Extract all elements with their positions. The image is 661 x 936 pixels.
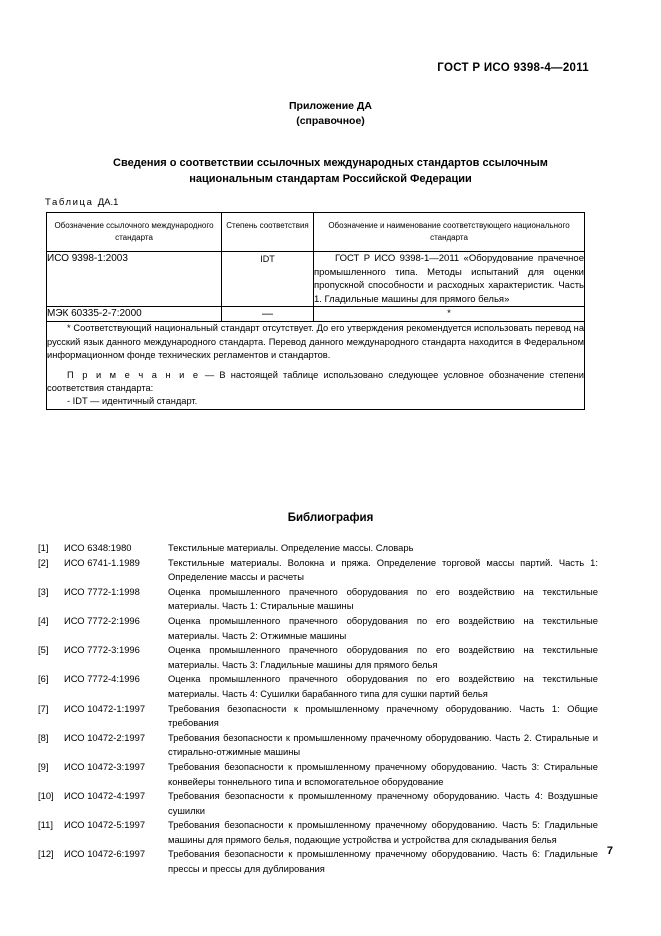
cell-degree: IDT — [222, 252, 314, 307]
list-item — [38, 760, 623, 789]
document-header-standard-code: ГОСТ Р ИСО 9398-4—2011 — [437, 62, 589, 74]
bibliography-entry-number: [9] — [38, 760, 49, 772]
bibliography-entry-number: [6] — [38, 673, 49, 685]
bibliography-list — [38, 541, 623, 877]
column-header-degree-of-correspondence: Степень соответствия — [222, 213, 314, 252]
list-item — [38, 731, 623, 760]
section-heading — [60, 155, 601, 187]
table-notes-row — [47, 322, 585, 409]
bibliography-entry-text: Требования безопасности к промышленному прачечному оборудованию. Часть 3: Стиральные конвейеры тоннельного типа и вспомогательное оборудование — [168, 760, 598, 787]
correspondence-table — [46, 212, 585, 410]
bibliography-entry-number: [10] — [38, 790, 54, 802]
column-header-reference-standard: Обозначение ссылочного международного стандарта — [47, 213, 222, 252]
bibliography-entry-text: Требования безопасности к промышленному прачечному оборудованию. Часть 5: Гладильные машины для прямого белья, подающие устройства и устройства для складывания белья — [168, 819, 598, 845]
bibliography-entry-text: Требования безопасности к промышленному прачечному оборудованию. Часть 6: Гладильные прессы и прессы для дублирования — [168, 848, 598, 875]
cell-degree: — — [222, 307, 314, 322]
bibliography-entry-reference: ИСО 7772-3:1996 — [64, 644, 140, 656]
section-heading-line-2: национальным стандартам Российской Федерации — [189, 173, 472, 185]
table-notes-cell — [47, 322, 585, 409]
table-header — [47, 213, 585, 252]
list-item — [38, 614, 623, 643]
table-caption-number: ДА.1 — [97, 197, 119, 208]
bibliography-entry-reference: ИСО 6348:1980 — [64, 542, 132, 553]
table-header-row — [47, 213, 585, 252]
list-item — [38, 643, 623, 672]
list-item — [38, 541, 623, 556]
column-header-national-standard: Обозначение и наименование соответствующего национального стандарта — [314, 213, 585, 252]
bibliography-entry-text: Требования безопасности к промышленному прачечному оборудованию. Часть 4: Воздушные сушилки — [168, 790, 598, 816]
bibliography-entry-reference: ИСО 10472-3:1997 — [64, 760, 146, 772]
table-row — [47, 252, 585, 307]
bibliography-entry-reference: ИСО 10472-6:1997 — [64, 848, 146, 860]
annex-title: Приложение ДА — [289, 100, 372, 112]
bibliography-entry-text: Оценка промышленного прачечного оборудования по его воздействию на текстильные материалы. Часть 2: Отжимные машины — [168, 614, 598, 641]
bibliography-entry-text: Текстильные материалы. Волокна и пряжа. Определение торговой массы партий. Часть 1: Определение массы и расчеты — [168, 556, 598, 583]
table-note-label: П р и м е ч а н и е — [67, 369, 200, 380]
bibliography-entry-number: [2] — [38, 556, 49, 568]
bibliography-entry-reference: ИСО 10472-1:1997 — [64, 702, 146, 714]
list-item — [38, 585, 623, 614]
list-item — [38, 847, 623, 876]
cell-national-standard: * — [314, 307, 585, 322]
section-heading-line-1: Сведения о соответствии ссылочных международных стандартов ссылочным — [113, 157, 548, 169]
bibliography-entry-reference: ИСО 10472-2:1997 — [64, 731, 146, 743]
list-item — [38, 556, 623, 585]
bibliography-entry-number: [11] — [38, 819, 53, 831]
annex-subtitle: (справочное) — [296, 115, 365, 127]
bibliography-entry-reference: ИСО 7772-1:1998 — [64, 585, 140, 597]
annex-heading-block — [0, 99, 661, 129]
cell-reference-standard: ИСО 9398-1:2003 — [47, 252, 222, 307]
table-note — [47, 369, 584, 395]
table-row — [47, 307, 585, 322]
bibliography-entry-text: Оценка промышленного прачечного оборудования по его воздействию на текстильные материалы. Часть 1: Стиральные машины — [168, 585, 598, 612]
bibliography-entry-number: [1] — [38, 542, 49, 553]
cell-reference-standard: МЭК 60335-2-7:2000 — [47, 307, 222, 322]
bibliography-entry-reference: ИСО 7772-4:1996 — [64, 673, 140, 685]
list-item — [38, 789, 623, 818]
table-footnote: * Соответствующий национальный стандарт отсутствует. До его утверждения рекомендуется использовать перевод на русский язык данного международного стандарта. Перевод данного международного стандарта находится в Федеральном информационном фонде технических регламентов и стандартов. — [47, 323, 584, 360]
bibliography-entry-number: [4] — [38, 614, 49, 626]
bibliography-entry-reference: ИСО 10472-4:1997 — [64, 790, 146, 802]
bibliography-entry-reference: ИСО 10472-5:1997 — [64, 819, 146, 831]
bibliography-entry-text: Оценка промышленного прачечного оборудования по его воздействию на текстильные материалы. Часть 4: Сушилки барабанного типа для сушки партий белья — [168, 673, 598, 699]
bibliography-entry-text: Оценка промышленного прачечного оборудования по его воздействию на текстильные материалы. Часть 3: Гладильные машины для прямого белья — [168, 644, 598, 670]
table-note-item: - IDT — идентичный стандарт. — [67, 396, 198, 407]
bibliography-entry-text: Требования безопасности к промышленному прачечному оборудованию. Часть 2. Стиральные и стирально-отжимные машины — [168, 731, 598, 758]
bibliography-entry-number: [3] — [38, 585, 49, 597]
list-item — [38, 702, 623, 731]
table-body — [47, 252, 585, 410]
cell-national-standard-text: ГОСТ Р ИСО 9398-1—2011 «Оборудование прачечное промышленного типа. Методы испытаний для оценки пропускной способности и расходных характеристик. Часть 1. Гладильные машины для прямого белья» — [314, 253, 584, 305]
bibliography-entry-number: [8] — [38, 731, 49, 743]
table-note-text: — В настоящей таблице использовано следующее условное обозначение степени соответствия стандарта: — [47, 369, 584, 394]
list-item — [38, 672, 623, 701]
bibliography-entry-number: [7] — [38, 702, 49, 714]
bibliography-entry-text: Требования безопасности к промышленному прачечному оборудованию. Часть 1: Общие требования — [168, 702, 598, 729]
list-item — [38, 818, 623, 847]
page-number: 7 — [606, 845, 613, 857]
bibliography-entry-number: [5] — [38, 644, 49, 656]
table-caption-label: Таблица — [45, 197, 94, 208]
bibliography-entry-number: [12] — [38, 848, 54, 860]
bibliography-entry-reference: ИСО 7772-2:1996 — [64, 614, 140, 626]
bibliography-entry-reference: ИСО 6741-1.1989 — [64, 556, 140, 568]
cell-national-standard — [314, 252, 585, 307]
table-caption — [45, 197, 118, 208]
bibliography-entry-text: Текстильные материалы. Определение массы. Словарь — [168, 542, 414, 553]
bibliography-heading: Библиография — [287, 512, 374, 524]
